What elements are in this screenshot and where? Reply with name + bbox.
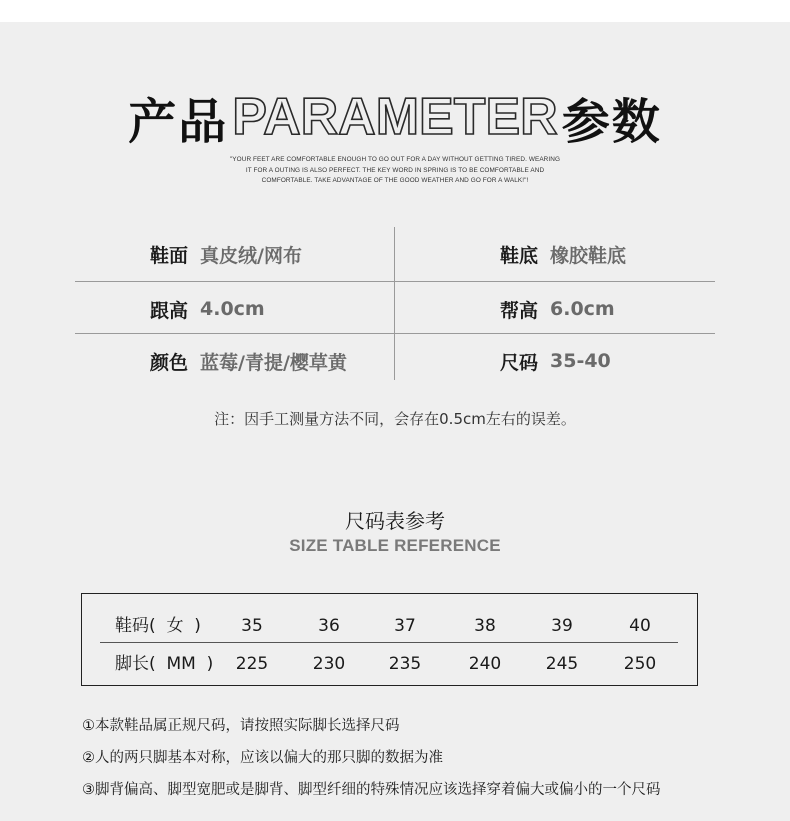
tip-item: ③脚背偏高、脚型宽肥或是脚背、脚型纤细的特殊情况应该选择穿着偏大或偏小的一个尺码 (82, 782, 661, 798)
size-cell: 37 (394, 616, 416, 636)
size-cell: 36 (318, 616, 340, 636)
param-value: 4.0cm (200, 298, 265, 320)
quote-line: COMFORTABLE. TAKE ADVANTAGE OF THE GOOD WEATHER AND GO FOR A WALK!"! (261, 177, 529, 184)
size-cell: 39 (551, 616, 573, 636)
param-sole (500, 229, 626, 279)
page-title (0, 82, 790, 152)
param-heel-height (150, 284, 265, 334)
tip-item: ②人的两只脚基本对称，应该以偏大的那只脚的数据为准 (82, 750, 443, 766)
divider (394, 227, 395, 380)
measurement-note: 注：因手工测量方法不同，会存在0.5cm左右的误差。 (214, 410, 576, 428)
quote-line: "YOUR FEET ARE COMFORTABLE ENOUGH TO GO OUT FOR A DAY WITHOUT GETTING TIRED. WEARING (229, 156, 561, 163)
length-cell: 250 (623, 654, 657, 674)
length-cell: 240 (468, 654, 502, 674)
length-cell: 225 (235, 654, 269, 674)
size-cell: 38 (474, 616, 496, 636)
title-product: 产品 (128, 93, 229, 150)
param-key: 跟高 (150, 299, 189, 322)
param-value: 35-40 (550, 350, 611, 372)
param-key: 颜色 (150, 351, 189, 374)
tip-item: ①本款鞋品属正规尺码，请按照实际脚长选择尺码 (82, 718, 400, 734)
parameter-table (75, 227, 715, 380)
param-key: 鞋底 (500, 244, 539, 267)
divider (75, 281, 715, 282)
table-row-shoe-size (82, 611, 699, 641)
title-parameter: PARAMETER (232, 88, 558, 146)
slogan-quote (210, 155, 580, 187)
param-value: 真皮绒/网布 (200, 244, 302, 267)
size-cell: 35 (241, 616, 263, 636)
param-shaft-height (500, 284, 615, 334)
param-value: 蓝莓/青提/樱草黄 (200, 351, 347, 374)
length-cell: 230 (312, 654, 346, 674)
param-size (500, 336, 611, 386)
quote-line: IT FOR A OUTING IS ALSO PERFECT. THE KEY WORD IN SPRING IS TO BE COMFORTABLE AND (245, 166, 545, 174)
row-label: 鞋码( 女 ) (115, 616, 201, 636)
divider (100, 642, 678, 643)
table-row-foot-length (82, 649, 699, 679)
row-label: 脚长( MM ) (115, 654, 214, 674)
size-table-title: 尺码表参考 (345, 509, 445, 533)
size-table-subtitle: SIZE TABLE REFERENCE (289, 536, 501, 555)
param-key: 帮高 (500, 299, 539, 322)
param-key: 尺码 (500, 351, 539, 374)
param-key: 鞋面 (150, 244, 189, 267)
size-table (81, 593, 698, 686)
param-color (150, 336, 347, 386)
length-cell: 235 (388, 654, 422, 674)
param-value: 橡胶鞋底 (550, 244, 627, 267)
size-tips (82, 714, 661, 810)
param-upper (150, 229, 302, 279)
size-cell: 40 (629, 616, 651, 636)
title-param: 参数 (561, 93, 662, 150)
param-value: 6.0cm (550, 298, 615, 320)
length-cell: 245 (545, 654, 579, 674)
